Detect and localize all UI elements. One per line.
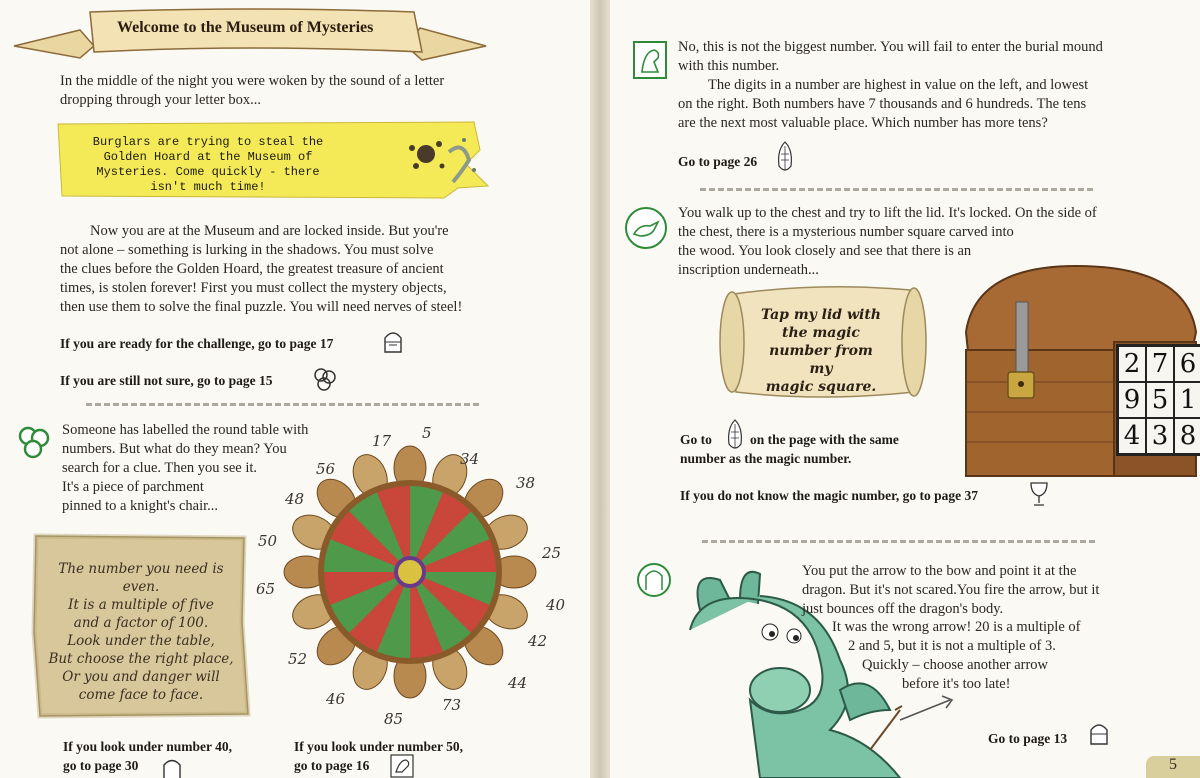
wrong-line-5: are the next most valuable place. Which number has more tens? (678, 115, 1048, 131)
wrong-line-2: with this number. (678, 58, 780, 74)
dragon-line-2: dragon. But it's not scared.You fire the arrow, but it (802, 582, 1100, 598)
table-number-34[interactable]: 34 (460, 450, 480, 468)
round-table (280, 440, 540, 710)
choice-50-link[interactable] (294, 737, 463, 775)
dragon-line-7: before it's too late! (902, 676, 1011, 692)
parchment-line-3: and a factor of 100. (73, 615, 209, 631)
intro-line-2: dropping through your letter box... (60, 92, 261, 108)
table-number-5[interactable]: 5 (422, 424, 432, 442)
chest-line-4: inscription underneath... (678, 262, 819, 278)
table-line-2: numbers. But what do they mean? You (62, 441, 287, 457)
table-number-48[interactable]: 48 (285, 490, 305, 508)
table-number-42[interactable]: 42 (528, 632, 548, 650)
parchment-line-1: The number you need is even. (58, 561, 224, 595)
scroll-line-3: number from my (769, 343, 873, 377)
goblet-icon (1028, 480, 1050, 508)
para-line-3: the clues before the Golden Hoard, the greatest treasure of ancient (60, 261, 444, 277)
knight-helmet-icon (1086, 720, 1112, 748)
choice-40-line-2: go to page 30 (63, 758, 139, 773)
left-page (0, 0, 590, 778)
shield-leaf-icon (726, 418, 744, 454)
goto-magic-a[interactable]: Go to (680, 432, 712, 447)
table-line-3: search for a clue. Then you see it. (62, 460, 257, 476)
note-text (70, 135, 346, 195)
choice-50-line-2: go to page 16 (294, 758, 370, 773)
dragon-line-1: You put the arrow to the bow and point it at the (802, 563, 1077, 579)
table-number-65[interactable]: 65 (256, 580, 276, 598)
section-divider (702, 540, 1098, 543)
goto-13-link[interactable]: Go to page 13 (988, 731, 1068, 746)
knight-helmet-icon (636, 562, 672, 598)
shield-leaf-icon (776, 140, 794, 176)
table-line-4: It's a piece of parchment (62, 479, 204, 495)
wrong-line-4: on the right. Both numbers have 7 thousands and 6 hundreds. The tens (678, 96, 1087, 112)
choice-40-line-1: If you look under number 40, (63, 739, 233, 754)
magic-square-cell: 1 (1174, 382, 1200, 418)
table-line-1: Someone has labelled the round table with (62, 422, 309, 438)
para-line-2: not alone – something is lurking in the shadows. You must solve (60, 242, 434, 258)
right-page (610, 0, 1200, 778)
parchment-line-6: Or you and danger will (62, 669, 220, 685)
parchment-text (38, 560, 244, 704)
table-number-38[interactable]: 38 (516, 474, 536, 492)
scroll-text (756, 306, 886, 396)
dragon-line-5: 2 and 5, but it is not a multiple of 3. (848, 638, 1056, 654)
note-line-2: Golden Hoard at the Museum of (103, 150, 313, 164)
choice-50-line-1: If you look under number 50, (294, 739, 464, 754)
magic-lamp-icon (624, 206, 668, 250)
magic-square[interactable] (1116, 344, 1200, 456)
table-number-17[interactable]: 17 (372, 432, 392, 450)
dragon-line-4: It was the wrong arrow! 20 is a multiple of (832, 619, 1081, 635)
scroll-line-4: magic square. (765, 379, 877, 395)
chest-line-2: the chest, there is a mysterious number square carved into (678, 224, 1014, 240)
scroll-line-1: Tap my lid with (761, 307, 881, 323)
table-number-52[interactable]: 52 (288, 650, 308, 668)
para-line-5: then use them to solve the final puzzle. You will need nerves of steel! (60, 299, 463, 315)
table-centre (396, 558, 424, 586)
magic-square-cell: 4 (1118, 418, 1146, 454)
para-line-1: Now you are at the Museum and are locked inside. But you're (90, 223, 449, 239)
magic-square-cell: 8 (1174, 418, 1200, 454)
magic-square-cell: 6 (1174, 346, 1200, 382)
note-line-1: Burglars are trying to steal the (92, 135, 324, 149)
table-number-85[interactable]: 85 (384, 710, 404, 728)
goto-26-link[interactable]: Go to page 26 (678, 154, 758, 169)
parchment-line-2: It is a multiple of five (68, 597, 214, 613)
dragon-line-6: Quickly – choose another arrow (862, 657, 1049, 673)
book-gutter (590, 0, 610, 778)
parchment-line-4: Look under the table, (67, 633, 215, 649)
parchment-line-7: come face to face. (78, 687, 204, 703)
knight-helmet-icon (160, 756, 184, 778)
magic-square-cell: 7 (1146, 346, 1174, 382)
table-number-25[interactable]: 25 (542, 544, 562, 562)
rings-icon (312, 366, 338, 392)
intro-line-1: In the middle of the night you were woken by the sound of a letter (60, 73, 445, 89)
scroll-line-2: the magic (782, 325, 860, 341)
goto-magic-c: number as the magic number. (680, 451, 852, 466)
choice-40-link[interactable] (63, 737, 232, 775)
parchment-line-5: But choose the right place, (48, 651, 234, 667)
banner-title: Welcome to the Museum of Mysteries (117, 19, 374, 36)
table-number-44[interactable]: 44 (508, 674, 528, 692)
bird-icon (390, 754, 414, 778)
table-line-5: pinned to a knight's chair... (62, 498, 219, 514)
ready-link[interactable]: If you are ready for the challenge, go to page 17 (60, 336, 334, 351)
page-number: 5 (1146, 756, 1200, 778)
magic-square-cell: 2 (1118, 346, 1146, 382)
goto-magic-b: on the page with the same (750, 432, 899, 447)
chest-line-3: the wood. You look closely and see that there is an (678, 243, 972, 259)
table-number-73[interactable]: 73 (442, 696, 462, 714)
notknow-link[interactable]: If you do not know the magic number, go to page 37 (680, 488, 979, 503)
note-line-4: isn't much time! (150, 180, 266, 194)
chest-line-1: You walk up to the chest and try to lift the lid. It's locked. On the side of (678, 205, 1097, 221)
table-number-40[interactable]: 40 (546, 596, 566, 614)
section-divider (700, 188, 1096, 191)
magic-square-cell: 9 (1118, 382, 1146, 418)
table-number-46[interactable]: 46 (326, 690, 346, 708)
notsure-link[interactable]: If you are still not sure, go to page 15 (60, 373, 273, 388)
wrong-line-3: The digits in a number are highest in value on the left, and lowest (708, 77, 1089, 93)
note-line-3: Mysteries. Come quickly - there (96, 165, 320, 179)
table-number-56[interactable]: 56 (316, 460, 336, 478)
section-divider (86, 403, 480, 406)
table-number-50[interactable]: 50 (258, 532, 278, 550)
bird-icon (632, 40, 668, 80)
magic-square-cell: 3 (1146, 418, 1174, 454)
knight-helmet-icon (380, 328, 406, 356)
para-line-4: times, is stolen forever! First you must collect the mystery objects, (60, 280, 447, 296)
dragon-line-3: just bounces off the dragon's body. (802, 601, 1004, 617)
wrong-line-1: No, this is not the biggest number. You will fail to enter the burial mound (678, 39, 1103, 55)
rings-green-icon (16, 424, 50, 458)
magic-square-cell: 5 (1146, 382, 1174, 418)
